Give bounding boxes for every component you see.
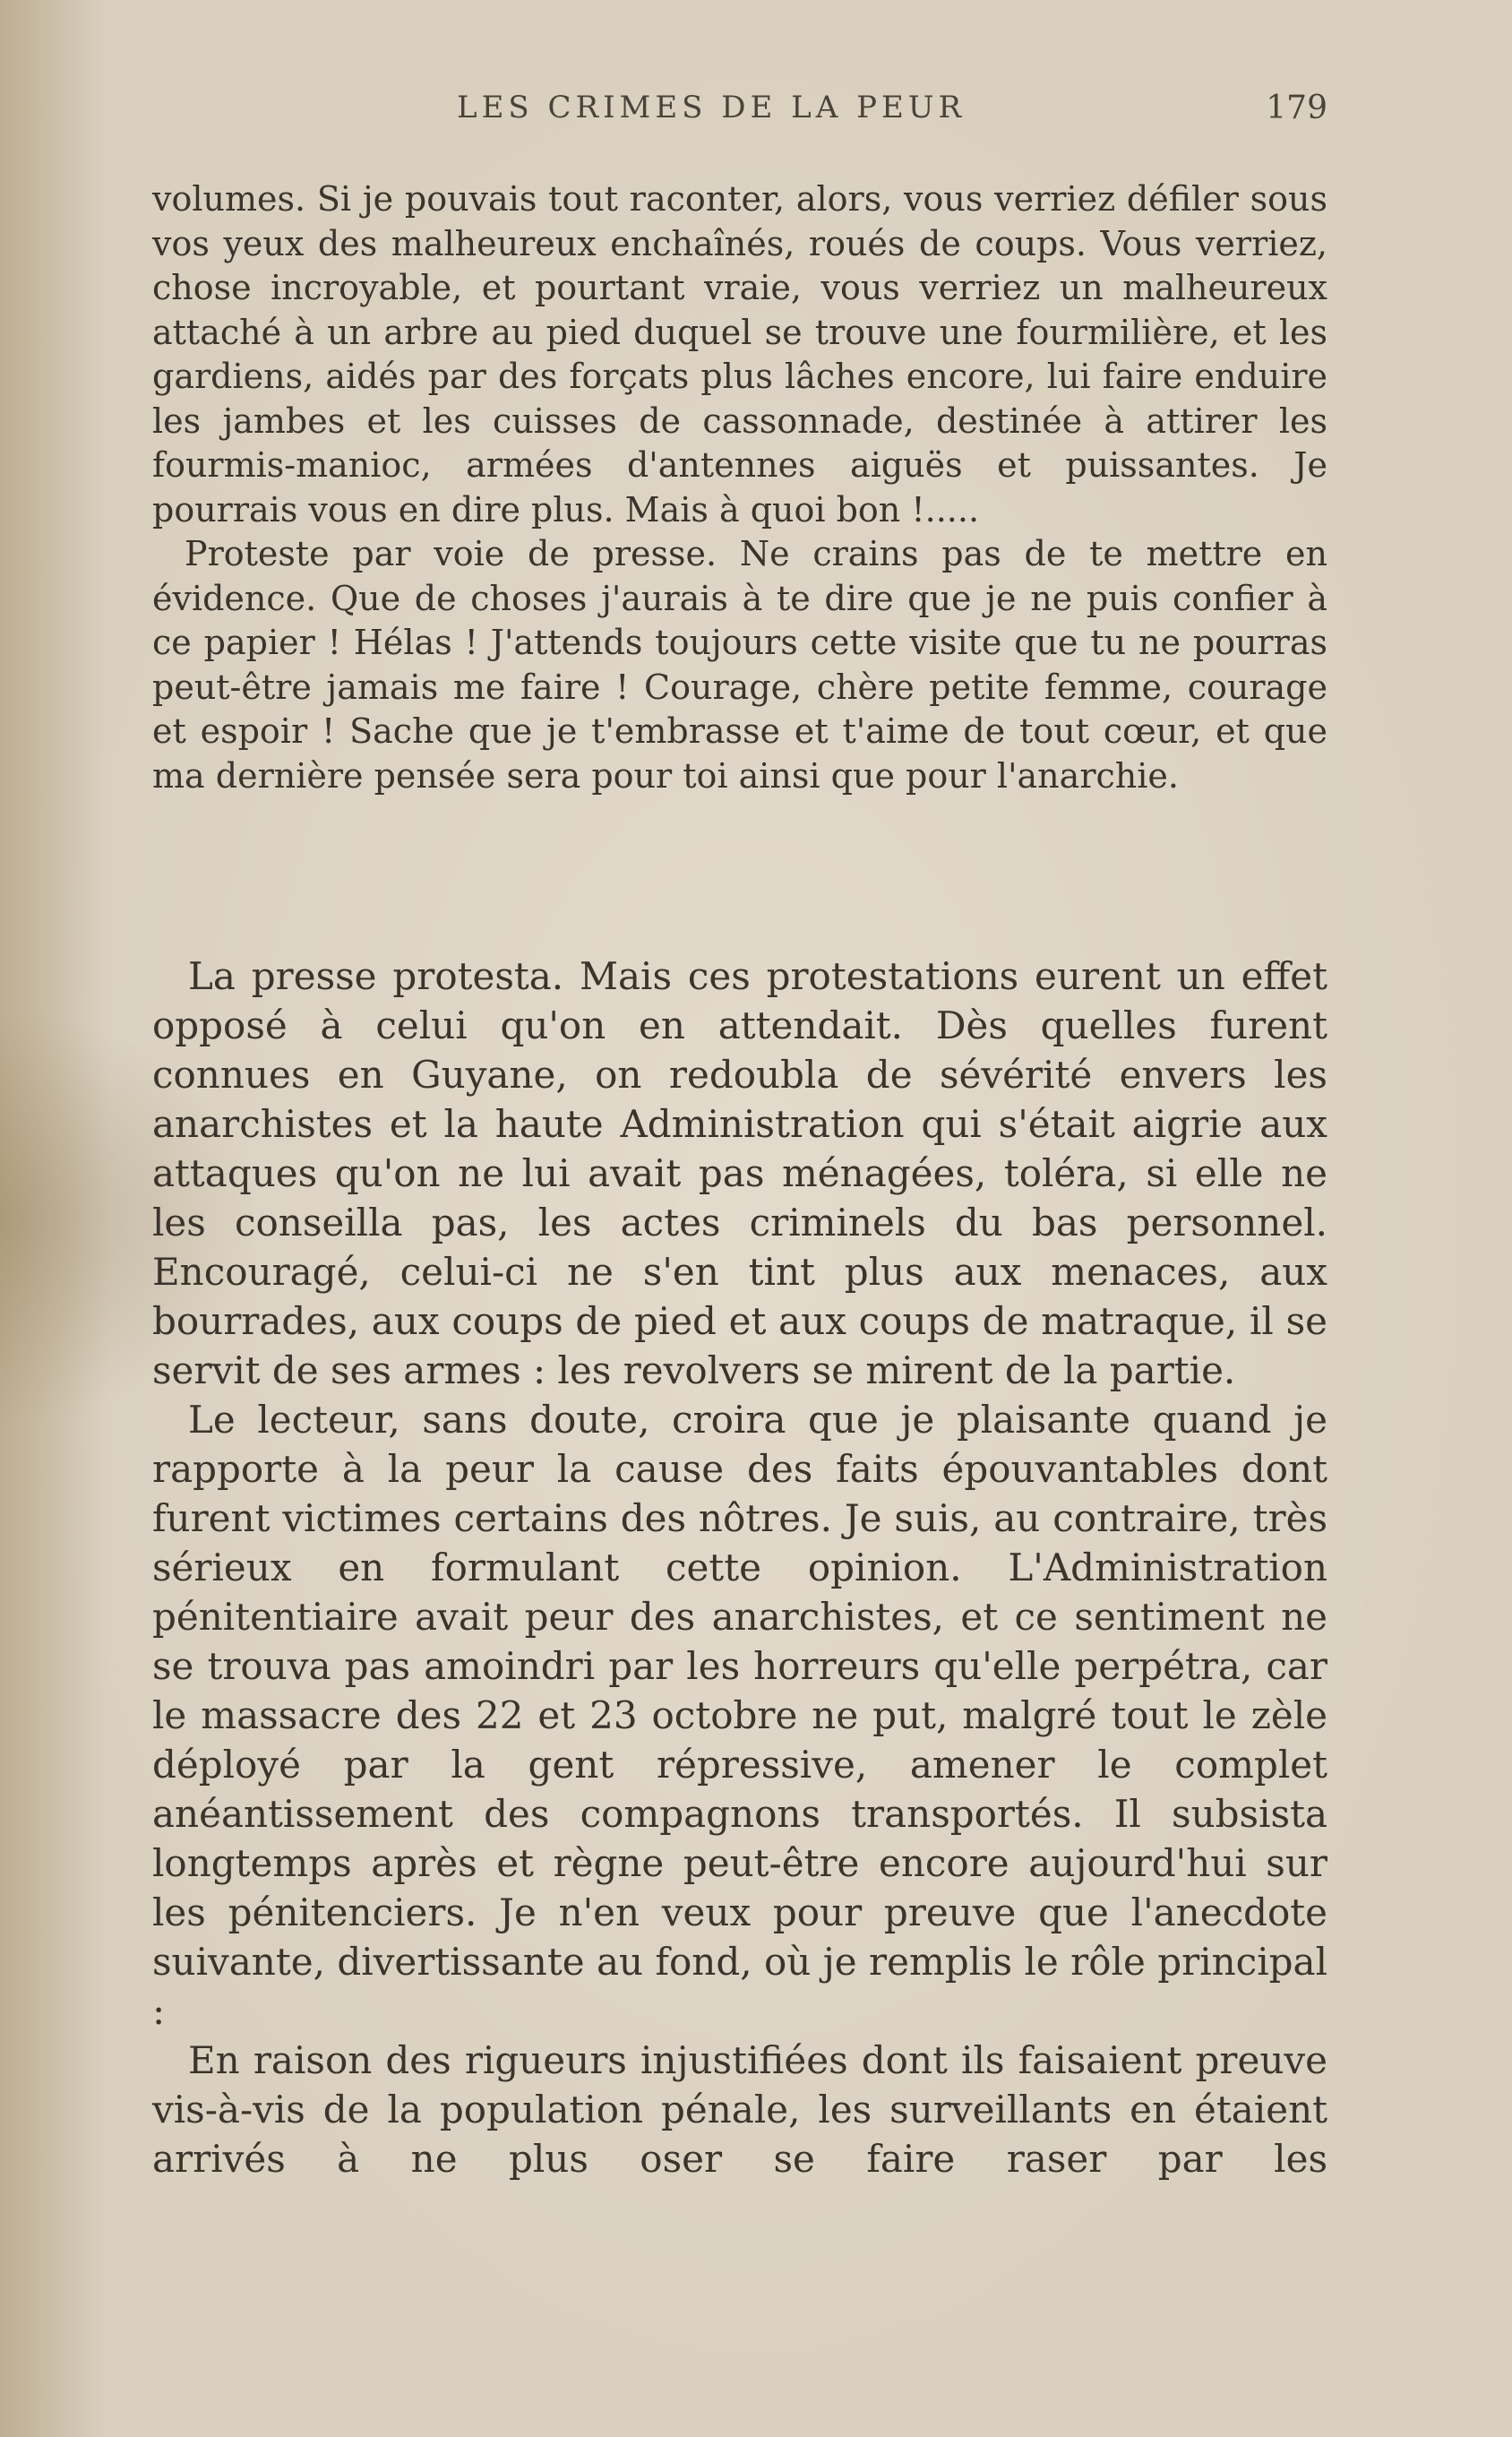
main-text — [152, 952, 1327, 2183]
quoted-letter — [152, 177, 1327, 798]
page-header — [152, 90, 1327, 134]
page-edge-shadow — [0, 0, 107, 2437]
letter-paragraph: Proteste par voie de presse. Ne crains pas de te mettre en évidence. Que de choses j'aurais à te dire que je ne puis confier à ce papier ! Hélas ! J'attends toujours cette visite que tu ne pourras peut-être jamais me faire ! Courage, chère petite femme, courage et espoir ! Sache que je t'embrasse et t'aime de tout cœur, et que ma dernière pensée sera pour toi ainsi que pour l'anarchie. — [152, 534, 1327, 796]
running-title: LES CRIMES DE LA PEUR — [457, 90, 966, 125]
body-paragraph: Le lecteur, sans doute, croira que je plaisante quand je rapporte à la peur la cause des faits épouvantables dont furent victimes certains des nôtres. Je suis, au contraire, très sérieux en formulant cette opinion. L'Administration pénitentiaire avait peur des anarchistes, et ce sentiment ne se trouva pas amoindri par les horreurs qu'elle perpétra, car le massacre des 22 et 23 octobre ne put, malgré tout le zèle déployé par la gent répressive, amener le complet anéantissement des compagnons transportés. Il subsista longtemps après et règne peut-être encore aujourd'hui sur les pénitenciers. Je n'en veux pour preuve que l'anecdote suivante, divertissante au fond, où je remplis le rôle principal : — [152, 1398, 1327, 2033]
letter-paragraph: volumes. Si je pouvais tout raconter, alors, vous verriez défiler sous vos yeux des malheureux enchaînés, roués de coups. Vous verriez, chose incroyable, et pourtant vraie, vous verriez un malheureux attaché à un arbre au pied duquel se trouve une fourmilière, et les gardiens, aidés par des forçats plus lâches encore, lui faire enduire les jambes et les cuisses de cassonnade, destinée à attirer les fourmis-manioc, armées d'antennes aiguës et puissantes. Je pourrais vous en dire plus. Mais à quoi bon !..... — [152, 179, 1327, 530]
page-number: 179 — [1266, 90, 1327, 126]
body-paragraph: La presse protesta. Mais ces protestations eurent un effet opposé à celui qu'on en attendait. Dès quelles furent connues en Guyane, on redoubla de sévérité envers les anarchistes et la haute Administration qui s'était aigrie aux attaques qu'on ne lui avait pas ménagées, toléra, si elle ne les conseilla pas, les actes criminels du bas personnel. Encouragé, celui-ci ne s'en tint plus aux menaces, aux bourrades, aux coups de pied et aux coups de matraque, il se servit de ses armes : les revolvers se mirent de la partie. — [152, 954, 1327, 1392]
body-paragraph: En raison des rigueurs injustifiées dont ils faisaient preuve vis-à-vis de la population pénale, les surveillants en étaient arrivés à ne plus oser se faire raser par les — [152, 2038, 1327, 2181]
